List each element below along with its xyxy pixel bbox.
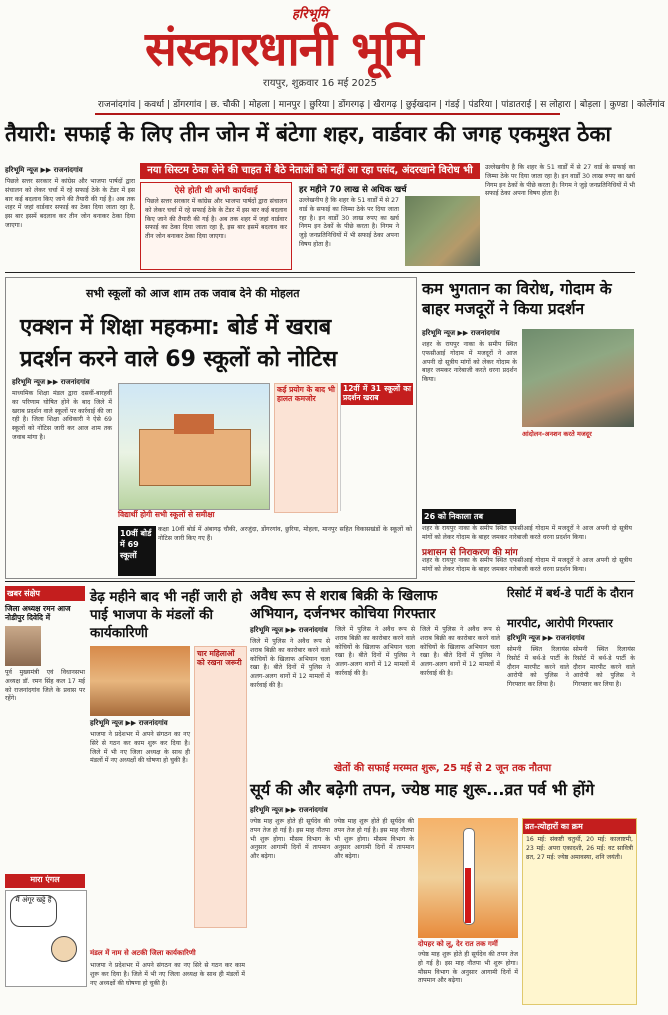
city-item: कुण्डा <box>609 100 628 110</box>
story7-box-body: 16 मई: संकष्टी चतुर्थी, 20 मई: कालाष्टमी, 23 मई: अपरा एकादशी, 26 मई: वट सावित्री व्रत, 27 मई: ज्येष्ठ अमावस्या, शनि जयंती। <box>526 836 633 861</box>
story1-column-right: उल्लेखनीय है कि शहर के 51 वार्डों में से 27 वार्ड के सफाई का जिम्मा ठेके पर दिया जाता रहा है। इन वार्डों 30 लाख रुपए का खर्च निगम इन ठेकों के पीछे करता है। निगम ने जुड़े जनप्रतिनिधियों में भी सफाई ठेका अपना विषय होता है। <box>485 164 636 198</box>
cartoon <box>5 890 87 987</box>
story3-box-title2: प्रशासन से निराकरण की मांग <box>422 548 518 558</box>
story1-red-strip: नया सिस्टम ठेका लेने की चाहत में बैठे नेताओं को नहीं आ रहा पसंद, अंदरखाने विरोध भी <box>140 163 480 179</box>
story4-byline: हरिभूमि न्यूज ▶▶ राजनांदगांव <box>90 719 168 727</box>
story3-photo-caption: आंदोलन-अनशन करते मजदूर <box>522 430 592 438</box>
left-box-title: खबर संक्षेप <box>5 586 85 601</box>
story7-photo-caption: दोपहर को लू, देर रात तक गर्मी <box>418 940 498 948</box>
story7 <box>250 776 635 1011</box>
school-building-icon <box>139 429 251 486</box>
story4-photo <box>90 646 190 716</box>
city-item: खैरागढ़ <box>373 100 397 110</box>
story2-school-illustration <box>118 383 270 510</box>
city-item: पांडातराई <box>501 100 532 110</box>
city-item: छ. चौकी <box>210 100 240 110</box>
masthead <box>0 0 640 95</box>
mid-strip-headline: खेतों की सफाई मरम्मत शुरू, 25 मई से 2 जून तक नौतपा <box>333 763 552 774</box>
story1-column-left: पिछले सत्तर सरकार में कांग्रेस और भाजपा पार्षदों द्वारा संचालन को लेकर चर्चा में रहे सफाई ठेके के टेंडर में इस बार कई बदलाव किए जाने की तैयारी की गई है। अब तक शहर में जहां वार्डवार सफाई का ठेका दिया जाता रहा है, इस बार इसमें बदलाव कर तीन जोन बनाकर ठेका दिया जाएगा। <box>5 178 135 229</box>
story3-headline: कम भुगतान का विरोध, गोदाम के बाहर मजदूरों ने किया प्रदर्शन <box>422 280 612 318</box>
story3 <box>420 277 635 577</box>
story2-headline-line2: प्रदर्शन करने वाले 69 स्कूलों को नोटिस <box>20 347 338 372</box>
city-item: मानपुर <box>278 100 301 110</box>
city-item: डोंगरगांव <box>173 100 202 110</box>
story4-body: भाजपा ने प्रदेशभर में अपने संगठन का नए सिरे से गठन कर काम शुरू कर दिया है। जिले में भी नए जिला अध्यक्ष के साथ ही मंडलों में नए अध्यक्षों की घोषणा हो चुकी है। <box>90 731 190 765</box>
story2-body: माध्यमिक शिक्षा मंडल द्वारा दसवीं-बारहवीं का परिणाम घोषित होने के बाद जिले में खराब प्रदर्शन वाले स्कूलों पर कार्रवाई की जा रही है। जिला शिक्षा अधिकारी ने ऐसे 69 स्कूलों को नोटिस जारी कर आज शाम तक जवाब मांगा है। <box>12 390 112 441</box>
city-item: पंडरिया <box>468 100 493 110</box>
story6-body-col1: सोमनी स्थित रिलायंस रिसोर्ट में बर्थ-डे पार्टी के दौरान मारपीट करने वाले आरोपी को पुलिस ने गिरफ्तार कर लिया है। <box>507 646 569 689</box>
story1-photo <box>405 196 480 266</box>
story7-festival-box <box>522 818 637 1005</box>
thermometer-fill-icon <box>465 868 471 923</box>
story2-byline: हरिभूमि न्यूज ▶▶ राजनांदगांव <box>12 378 90 386</box>
story3-box-body2: शहर के रायपुर नाका के समीप स्थित एफसीआई गोदाम में मजदूरों ने आज अपनी दो सूत्रीय मांगों को लेकर गोदाम के बाहर जमकर नारेबाजी करते धरना प्रदर्शन किया। <box>422 557 632 573</box>
divider <box>5 581 635 582</box>
story7-box-title: व्रत-त्योहारों का क्रम <box>523 819 636 834</box>
story1-sub-box2 <box>295 182 480 268</box>
story2-frame <box>5 277 417 579</box>
story2-photo-caption: विद्यार्थी होगी सभी स्कूलों से समीक्षा <box>118 510 215 519</box>
story3-byline: हरिभूमि न्यूज ▶▶ राजनांदगांव <box>422 329 500 337</box>
story2-side-box-2 <box>340 383 413 511</box>
story5-headline-line1: अवैध रूप से शराब बिक्री के खिलाफ <box>250 588 438 604</box>
story1-headline: तैयारी: सफाई के लिए तीन जोन में बंटेगा शहर, वार्डवार की जगह एकमुश्त ठेका <box>5 122 611 146</box>
city-item: छुईखदान <box>405 100 437 110</box>
story1-sub-box2-body: उल्लेखनीय है कि शहर के 51 वार्डों में से 27 वार्ड के सफाई का जिम्मा ठेके पर दिया जाता रहा है। इन वार्डों 30 लाख रुपए का खर्च निगम इन ठेकों के पीछे करता है। निगम ने जुड़े जनप्रतिनिधियों में भी सफाई ठेका अपना विषय होता है। <box>299 197 399 248</box>
city-item: स लोहारा <box>540 100 571 110</box>
city-item: कोलेंगांव <box>637 100 665 110</box>
story2-side2-title: 12वीं में 31 स्कूलों का प्रदर्शन खराब <box>341 383 413 405</box>
story2-kicker: सभी स्कूलों को आज शाम तक जवाब देने की मोहलत <box>86 287 300 300</box>
story3-box-body: शहर के रायपुर नाका के समीप स्थित एफसीआई गोदाम में मजदूरों ने आज अपनी दो सूत्रीय मांगों को लेकर गोदाम के बाहर जमकर नारेबाजी करते धरना प्रदर्शन किया। <box>422 525 632 541</box>
story4-side-box <box>194 646 247 928</box>
newspaper-title: संस्कारधानी भूमि <box>145 22 423 77</box>
story3-body: शहर के रायपुर नाका के समीप स्थित एफसीआई गोदाम में मजदूरों ने आज अपनी दो सूत्रीय मांगों को लेकर गोदाम के बाहर जमकर नारेबाजी करते धरना प्रदर्शन किया। <box>422 341 517 384</box>
city-item: डोंगरगढ़ <box>338 100 365 110</box>
story5 <box>250 586 502 756</box>
story3-photo <box>522 329 634 427</box>
story5-headline-line2: अभियान, दर्जनभर कोचिया गिरफ्तार <box>250 606 436 622</box>
school-roof-icon <box>174 414 214 434</box>
story6-headline-line1: रिसोर्ट में बर्थ-डे पार्टी के दौरान <box>507 586 634 600</box>
story6 <box>507 586 635 756</box>
story4-side-title: चार महिलाओं को रखना जरूरी <box>197 649 242 667</box>
story2-headline-line1: एक्शन में शिक्षा महकमा: बोर्ड में खराब <box>20 315 332 340</box>
story6-headline-line2: मारपीट, आरोपी गिरफ्तार <box>507 616 613 630</box>
story6-body-col2: सोमनी स्थित रिलायंस रिसोर्ट में बर्थ-डे पार्टी के दौरान मारपीट करने वाले आरोपी को पुलिस ने गिरफ्तार कर लिया है। <box>573 646 635 689</box>
story1-sub-box2-title: हर महीने 70 लाख से अधिक खर्च <box>299 185 407 195</box>
cartoon-speech: मैं अंगूर खट्टे हैं <box>10 895 57 927</box>
story4-bottom-strip: मंडल में नाम से अटकी जिला कार्यकारिणी <box>90 949 196 957</box>
left-box-head: जिला अध्यक्ष रमन आज नोडीपुर दिवेदि में <box>5 604 71 622</box>
brand-subtitle: हरिभूमि <box>292 7 328 22</box>
story1-sub-box-body: पिछले सत्तर सरकार में कांग्रेस और भाजपा पार्षदों द्वारा संचालन को लेकर चर्चा में रहे सफाई ठेके के टेंडर में इस बार कई बदलाव किए जाने की तैयारी की गई है। अब तक शहर में जहां वार्डवार सफाई का ठेका दिया जाता रहा है, इस बार इसमें बदलाव कर तीन जोन बनाकर ठेका दिया जाएगा। <box>145 198 287 241</box>
story1-byline: हरिभूमि न्यूज ▶▶ राजनांदगांव <box>5 166 83 174</box>
dateline: रायपुर, शुक्रवार 16 मई 2025 <box>263 78 377 89</box>
story2-side-box-1 <box>274 383 338 513</box>
story7-byline: हरिभूमि न्यूज ▶▶ राजनांदगांव <box>250 806 328 814</box>
story6-byline: हरिभूमि न्यूज ▶▶ राजनांदगांव <box>507 634 585 642</box>
city-item: गंडई <box>445 100 460 110</box>
story2-label-box: 10वीं बोर्ड में 69 स्कूलों <box>118 526 156 576</box>
city-item: कवर्धा <box>144 100 165 110</box>
city-item: बोड़ला <box>579 100 601 110</box>
left-news-column <box>5 586 85 986</box>
story2-list-text: कक्षा 10वीं बोर्ड में अंबागढ़ चौकी, अरजुंदा, डोंगरगांव, छुरिया, मोहला, मानपुर सहित विकासखंडों के स्कूलों को नोटिस जारी किए गए हैं। <box>158 526 412 542</box>
story3-box-title: 26 को निकाला तब <box>422 509 516 524</box>
city-item: छुरिया <box>309 100 330 110</box>
portrait-photo <box>5 626 41 666</box>
story7-body-col2: ज्येष्ठ माह शुरू होते ही सूर्यदेव की तपन तेज हो गई है। इस माह नौतपा भी शुरू होगा। मौसम विभाग के अनुसार आगामी दिनों में तापमान और बढ़ेगा। <box>334 818 414 861</box>
story4-bottom-text: भाजपा ने प्रदेशभर में अपने संगठन का नए सिरे से गठन कर काम शुरू कर दिया है। जिले में भी नए जिला अध्यक्ष के साथ ही मंडलों में नए अध्यक्षों की घोषणा हो चुकी है। <box>90 962 245 987</box>
story7-body-col1: ज्येष्ठ माह शुरू होते ही सूर्यदेव की तपन तेज हो गई है। इस माह नौतपा भी शुरू होगा। मौसम विभाग के अनुसार आगामी दिनों में तापमान और बढ़ेगा। <box>250 818 330 861</box>
city-item: राजनांदगांव <box>98 100 136 110</box>
story7-heat-photo <box>418 818 518 938</box>
story5-byline: हरिभूमि न्यूज ▶▶ राजनांदगांव <box>250 626 328 634</box>
story1-sub-box-title: ऐसे होती थी अभी कार्यवाई <box>174 186 258 196</box>
story2-side1-title: कई प्रयोग के बाद भी हालत कमजोर <box>277 385 335 403</box>
divider <box>5 272 635 273</box>
story1-sub-box <box>140 182 292 270</box>
story5-body-col3: जिले में पुलिस ने अवैध रूप से शराब बिक्री का कारोबार करने वाले कोचियों के खिलाफ अभियान चला रखा है। बीते दिनों में पुलिस ने अलग-अलग थानों में 12 मामलों में कार्रवाई की है। <box>420 626 500 677</box>
story4-headline: डेढ़ महीने बाद भी नहीं जारी हो पाई भाजपा के मंडलों की कार्यकारिणी <box>90 589 242 641</box>
left-box-body: पूर्व मुख्यमंत्री एवं विधानसभा अध्यक्ष डॉ. रमन सिंह कल 17 मई को राजनांदगांव जिले के प्रवास पर रहेंगे। <box>5 669 85 703</box>
city-item: मोहला <box>248 100 270 110</box>
city-list: राजनांदगांव | कवर्धा | डोंगरगांव | छ. चौकी | मोहला | मानपुर | छुरिया | डोंगरगढ़ | खैरागढ़ | छुईखदान | गंडई | पंडरिया | पांडातराई | स लोहारा | बोड़ला | कुण्डा | कोलेंगांव <box>95 97 560 115</box>
story4 <box>90 586 245 986</box>
story5-body-col1: जिले में पुलिस ने अवैध रूप से शराब बिक्री का कारोबार करने वाले कोचियों के खिलाफ अभियान चला रखा है। बीते दिनों में पुलिस ने अलग-अलग थानों में 12 मामलों में कार्रवाई की है। <box>250 638 330 689</box>
cartoon-label: मारा एंगल <box>5 874 85 888</box>
cartoon-face-icon <box>51 936 77 962</box>
story7-headline: सूर्य की और बढ़ेगी तपन, ज्येष्ठ माह शुरू...व्रत पर्व भी होंगे <box>250 780 595 799</box>
story5-body-col2: जिले में पुलिस ने अवैध रूप से शराब बिक्री का कारोबार करने वाले कोचियों के खिलाफ अभियान चला रखा है। बीते दिनों में पुलिस ने अलग-अलग थानों में 12 मामलों में कार्रवाई की है। <box>335 626 415 677</box>
story7-body-col3: ज्येष्ठ माह शुरू होते ही सूर्यदेव की तपन तेज हो गई है। इस माह नौतपा भी शुरू होगा। मौसम विभाग के अनुसार आगामी दिनों में तापमान और बढ़ेगा। <box>418 951 518 985</box>
